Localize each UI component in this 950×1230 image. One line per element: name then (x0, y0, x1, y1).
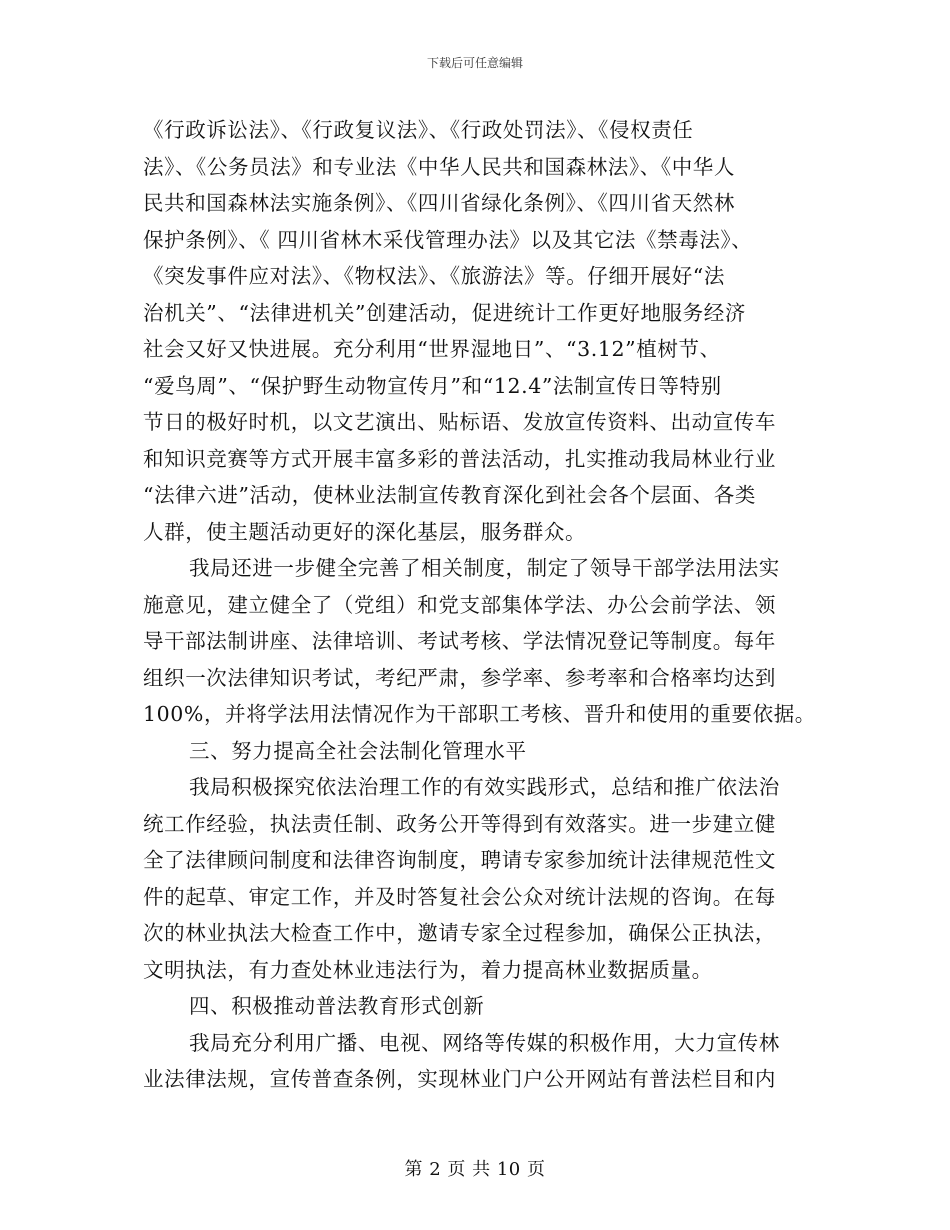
text-line: 人群，使主题活动更好的深化基层，服务群众。 (143, 519, 587, 544)
section-heading: 三、努力提高全社会法制化管理水平 (189, 738, 527, 763)
text-line: 业法律法规，宣传普查条例，实现林业门户公开网站有普法栏目和内 (143, 1067, 776, 1091)
text-line: 社会又好又快进展。充分利用“世界湿地日”、“3.12”植树节、 (143, 337, 721, 361)
text-line: 组织一次法律知识考试，考纪严肃，参学率、参考率和合格率均达到 (143, 665, 776, 690)
text-line: 《突发事件应对法》、《物权法》、《旅游法》等。仔细开展好“法 (143, 264, 725, 288)
text-line: 导干部法制讲座、法律培训、考试考核、学法情况登记等制度。每年 (143, 629, 776, 653)
text-line: “爱鸟周”、“保护野生动物宣传月”和“12.4”法制宣传日等特别 (143, 373, 722, 398)
text-line: 文明执法，有力查处林业违法行为，着力提高林业数据质量。 (143, 957, 713, 982)
text-line: 全了法律顾问制度和法律咨询制度，聘请专家参加统计法律规范性文 (143, 848, 776, 872)
text-line: 100%，并将学法用法情况作为干部职工考核、晋升和使用的重要依据。 (143, 702, 816, 726)
page-number-footer: 第 2 页 共 10 页 (404, 1159, 546, 1180)
text-line: 节日的极好时机，以文艺演出、贴标语、发放宣传资料、出动宣传车 (143, 410, 776, 434)
page-header-note: 下载后可任意编辑 (426, 56, 523, 70)
text-line: 和知识竞赛等方式开展丰富多彩的普法活动，扎实推动我局林业行业 (143, 446, 776, 471)
text-line: 件的起草、审定工作，并及时答复社会公众对统计法规的咨询。在每 (143, 884, 776, 909)
text-line: 施意见，建立健全了（党组）和党支部集体学法、办公会前学法、领 (143, 592, 776, 617)
paragraph-start-line: 我局积极探究依法治理工作的有效实践形式，总结和推广依法治 (189, 775, 780, 799)
text-line: 治机关”、“法律进机关”创建活动，促进统计工作更好地服务经济 (143, 300, 746, 325)
paragraph-start-line: 我局还进一步健全完善了相关制度，制定了领导干部学法用法实 (189, 556, 780, 580)
document-body (143, 112, 816, 1098)
text-line: 民共和国森林法实施条例》、《四川省绿化条例》、《四川省天然林 (143, 191, 735, 215)
text-line: 次的林业执法大检查工作中，邀请专家全过程参加，确保公正执法， (143, 921, 776, 945)
section-heading: 四、积极推动普法教育形式创新 (189, 994, 485, 1018)
text-line: 保护条例》、《 四川省林木采伐管理办法》以及其它法《禁毒法》、 (143, 227, 753, 252)
text-line: 统工作经验，执法责任制、政务公开等得到有效落实。进一步建立健 (143, 811, 776, 836)
paragraph-start-line: 我局充分利用广播、电视、网络等传媒的积极作用，大力宣传林 (189, 1030, 780, 1055)
text-line: 《行政诉讼法》、《行政复议法》、《行政处罚法》、《侵权责任 (143, 118, 694, 142)
text-line: 法》、《公务员法》和专业法《中华人民共和国森林法》、《中华人 (143, 154, 735, 179)
text-line: “法律六进”活动，使林业法制宣传教育深化到社会各个层面、各类 (143, 483, 756, 507)
